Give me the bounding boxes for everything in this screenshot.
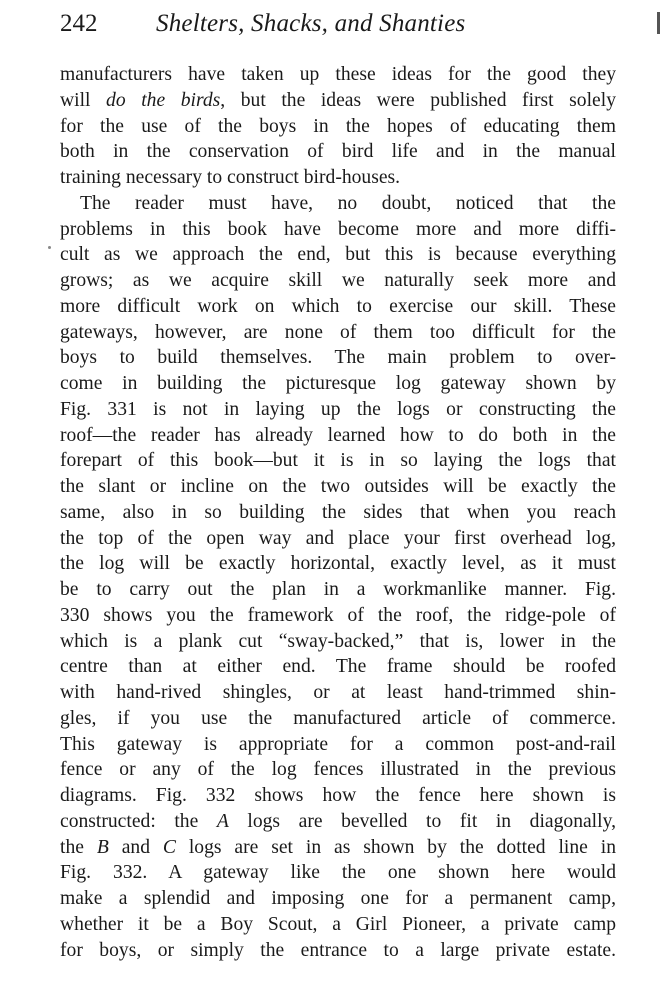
- page-edge-mark: [657, 12, 660, 34]
- text-line: diagrams. Fig. 332 shows how the fence here shown is: [60, 785, 616, 806]
- text-line: with hand-rived shingles, or at least hand-trimmed shin-: [60, 682, 616, 703]
- running-head: [60, 6, 620, 42]
- text-line: Fig. 331 is not in laying up the logs or constructing the: [60, 398, 616, 420]
- margin-speck: [48, 246, 51, 249]
- emphasis-text: A: [216, 810, 229, 832]
- text-line: for the use of the boys in the hopes of educating them: [60, 115, 616, 137]
- text-line: the B and C logs are set in as shown by the dotted line in: [60, 836, 616, 858]
- text-line: make a splendid and imposing one for a permanent camp,: [60, 888, 616, 909]
- text-line: manufacturers have taken up these ideas for the good they: [60, 64, 616, 85]
- body-text: [60, 62, 616, 963]
- text-line: roof—the reader has already learned how to do both in the: [60, 424, 616, 446]
- text-line: gles, if you use the manufactured article of commerce.: [60, 707, 616, 729]
- text-line: which is a plank cut “sway-backed,” that is, lower in the: [60, 630, 616, 652]
- text-line: centre than at either end. The frame should be roofed: [60, 656, 616, 678]
- text-line: training necessary to construct bird-houses.: [60, 167, 401, 188]
- text-line: both in the conservation of bird life and in the manual: [60, 141, 616, 163]
- text-line: whether it be a Boy Scout, a Girl Pioneer, a private camp: [60, 913, 616, 935]
- text-line: for boys, or simply the entrance to a large private estate.: [60, 939, 616, 961]
- emphasis-text: C: [162, 836, 176, 858]
- text-line: be to carry out the plan in a workmanlike manner. Fig.: [60, 579, 616, 600]
- text-line: the slant or incline on the two outsides will be exactly the: [60, 476, 616, 497]
- paragraph-first-line: The reader must have, no doubt, noticed that the: [80, 192, 616, 214]
- text-line: problems in this book have become more and more diffi-: [60, 218, 616, 240]
- text-line: 330 shows you the framework of the roof, the ridge-pole of: [60, 604, 616, 626]
- text-line: same, also in so building the sides that when you reach: [60, 501, 616, 523]
- text-line: will do the birds, but the ideas were published first solely: [60, 89, 616, 111]
- text-line: boys to build themselves. The main problem to over-: [60, 347, 616, 369]
- text-line: forepart of this book—but it is in so laying the logs that: [60, 450, 616, 472]
- book-title: Shelters, Shacks, and Shanties: [156, 10, 466, 37]
- emphasis-text: B: [96, 836, 109, 858]
- text-line: grows; as we acquire skill we naturally seek more and: [60, 270, 616, 291]
- text-line: fence or any of the log fences illustrated in the previous: [60, 759, 616, 781]
- page-number: 242: [60, 10, 98, 37]
- text-line: the log will be exactly horizontal, exactly level, as it must: [60, 553, 616, 575]
- text-line: constructed: the A logs are bevelled to fit in diagonally,: [60, 810, 616, 832]
- text-line: come in building the picturesque log gateway shown by: [60, 373, 616, 394]
- text-line: more difficult work on which to exercise our skill. These: [60, 295, 616, 317]
- text-line: cult as we approach the end, but this is because everything: [60, 244, 616, 266]
- text-line: gateways, however, are none of them too difficult for the: [60, 321, 616, 343]
- text-line: the top of the open way and place your first overhead log,: [60, 527, 616, 549]
- text-line: Fig. 332. A gateway like the one shown here would: [60, 862, 616, 884]
- text-line: This gateway is appropriate for a common post-and-rail: [60, 733, 616, 755]
- emphasis-text: do the birds: [106, 89, 221, 111]
